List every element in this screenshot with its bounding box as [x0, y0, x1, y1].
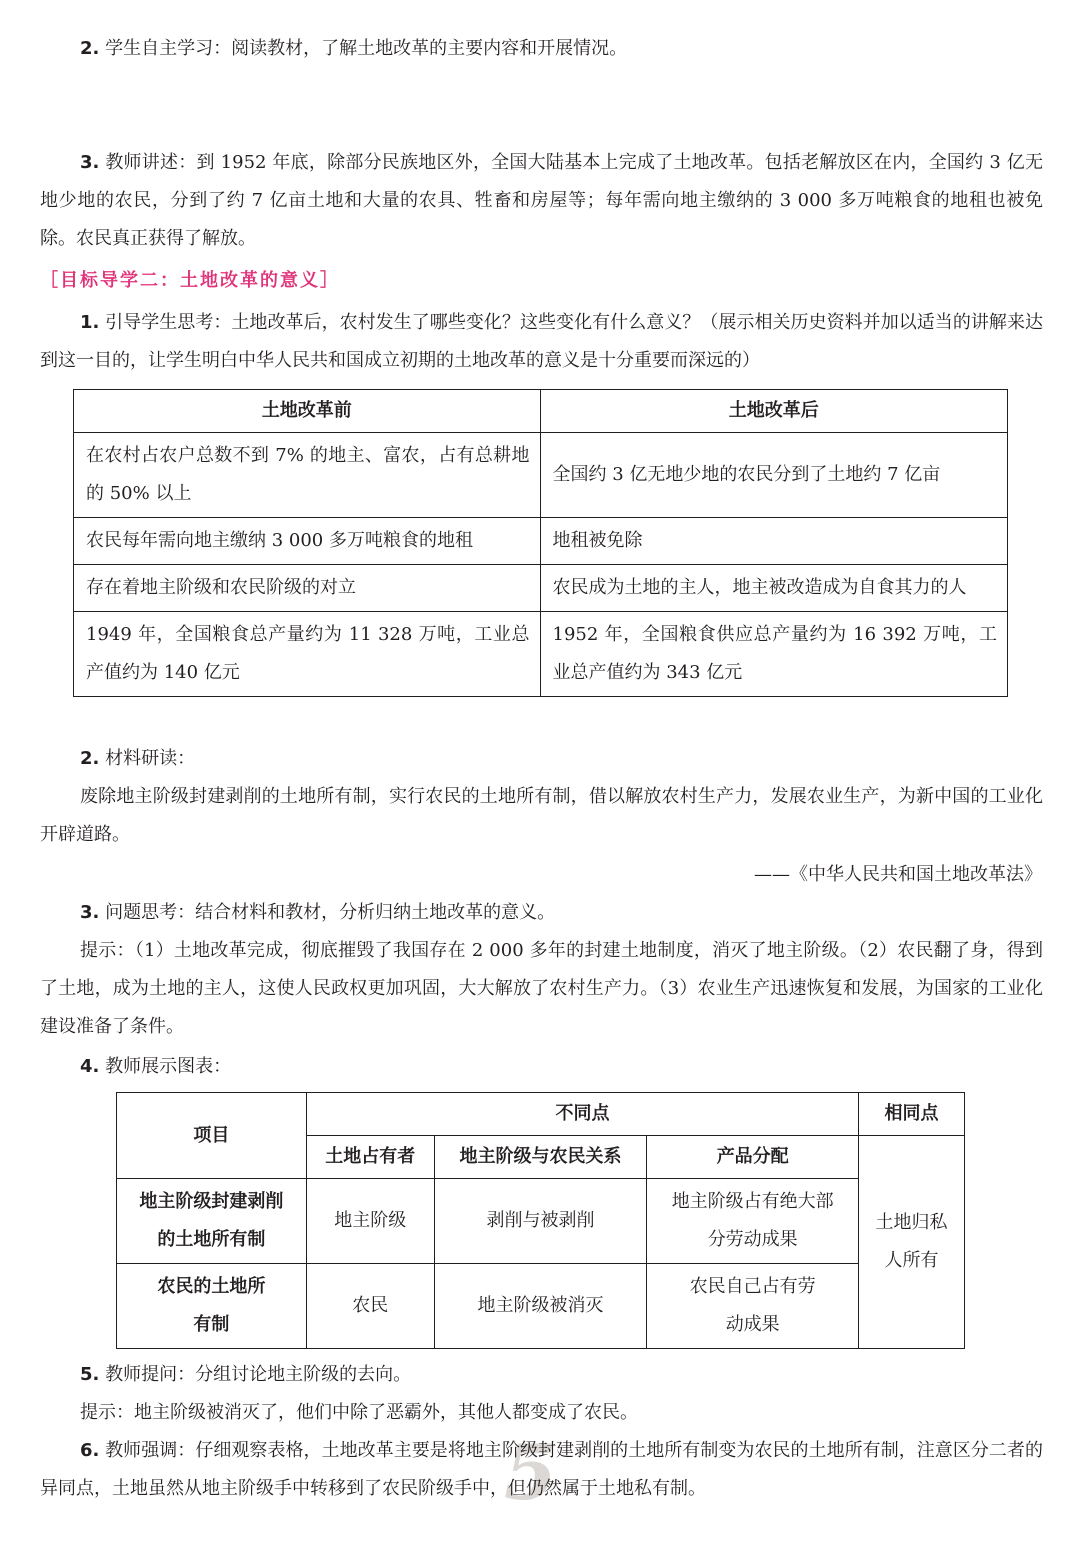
comparison-table — [73, 389, 1008, 697]
item-number: 2. — [80, 38, 100, 59]
table-cell: 在农村占农户总数不到 7% 的地主、富农，占有总耕地的 50% 以上 — [74, 433, 541, 518]
question-4 — [40, 1048, 1043, 1086]
question-5 — [40, 1356, 1043, 1394]
table-cell: 地租被免除 — [540, 518, 1008, 565]
table-row — [117, 1264, 965, 1349]
item-number: 3. — [80, 902, 100, 923]
table-cell: 农民自己占有劳动成果 — [647, 1264, 859, 1349]
table-cell: 地主阶级占有绝大部分劳动成果 — [647, 1179, 859, 1264]
paragraph-text: 教师强调：仔细观察表格，土地改革主要是将地主阶级封建剥削的土地所有制变为农民的土地所有制，注意区分二者的异同点，土地虽然从地主阶级手中转移到了农民阶级手中，但仍然属于土地私有制。 — [40, 1440, 1043, 1499]
table-cell: 农民 — [306, 1264, 434, 1349]
table-cell: 地主阶级 — [306, 1179, 434, 1264]
paragraph-text: 学生自主学习：阅读教材，了解土地改革的主要内容和开展情况。 — [105, 38, 628, 59]
paragraph-text: 教师讲述：到 1952 年底，除部分民族地区外，全国大陆基本上完成了土地改革。包括老解放区在内，全国约 3 亿无地少地的农民，分到了约 7 亿亩土地和大量的农具、牲畜和房屋等；每年需向地主缴纳的 3 000 多万吨粮食的地租也被免除。农民真正获得了解放。 — [40, 152, 1043, 249]
table-header-row — [117, 1093, 965, 1136]
hint-paragraph: 提示：地主阶级被消灭了，他们中除了恶霸外，其他人都变成了农民。 — [80, 1402, 638, 1423]
item-number: 6. — [80, 1440, 100, 1461]
subheader-distribution: 产品分配 — [647, 1136, 859, 1179]
table-cell: 1952 年，全国粮食供应总产量约为 16 392 万吨，工业总产值约为 343 亿元 — [540, 612, 1008, 697]
table-row — [74, 565, 1008, 612]
paragraph-text: 问题思考：结合材料和教材，分析归纳土地改革的意义。 — [105, 902, 556, 923]
section-heading: ［目标导学二：土地改革的意义］ — [40, 270, 340, 291]
table-header-row — [74, 390, 1008, 433]
item-number: 1. — [80, 312, 100, 333]
table-cell: 农民成为土地的主人，地主被改造成为自食其力的人 — [540, 565, 1008, 612]
table-cell: 剥削与被剥削 — [434, 1179, 647, 1264]
paragraph-text: 教师提问：分组讨论地主阶级的去向。 — [105, 1364, 412, 1385]
material-quote: 废除地主阶级封建剥削的土地所有制，实行农民的土地所有制，借以解放农村生产力，发展农业生产，为新中国的工业化开辟道路。 — [40, 786, 1043, 845]
ownership-comparison-table — [116, 1092, 965, 1349]
paragraph-text: 材料研读： — [105, 748, 196, 769]
paragraph-text: 教师展示图表： — [105, 1056, 232, 1077]
table-row — [74, 433, 1008, 518]
table-cell: 1949 年，全国粮食总产量约为 11 328 万吨，工业总产值约为 140 亿元 — [74, 612, 541, 697]
header-similarities: 相同点 — [859, 1093, 965, 1136]
subheader-owner: 土地占有者 — [306, 1136, 434, 1179]
header-item: 项目 — [117, 1093, 307, 1179]
paragraph-2 — [40, 30, 1043, 68]
item-number: 5. — [80, 1364, 100, 1385]
question-6 — [40, 1432, 1043, 1508]
header-before: 土地改革前 — [74, 390, 541, 433]
item-number: 2. — [80, 748, 100, 769]
material-source: ——《中华人民共和国土地改革法》 — [754, 864, 1042, 885]
table-cell: 农民每年需向地主缴纳 3 000 多万吨粮食的地租 — [74, 518, 541, 565]
paragraph-text: 引导学生思考：土地改革后，农村发生了哪些变化？这些变化有什么意义？（展示相关历史资料并加以适当的讲解来达到这一目的，让学生明白中华人民共和国成立初期的土地改革的意义是十分重要而深远的） — [40, 312, 1043, 371]
item-number: 3. — [80, 152, 100, 173]
table-row — [74, 518, 1008, 565]
table-row — [117, 1179, 965, 1264]
table-cell: 地主阶级被消灭 — [434, 1264, 647, 1349]
question-3 — [40, 894, 1043, 932]
hint-paragraph: 提示：（1）土地改革完成，彻底摧毁了我国存在 2 000 多年的封建土地制度，消灭了地主阶级。（2）农民翻了身，得到了土地，成为土地的主人，这使人民政权更加巩固，大大解放了农村生产力。（3）农业生产迅速恢复和发展，为国家的工业化建设准备了条件。 — [40, 940, 1043, 1037]
row-label: 农民的土地所有制 — [117, 1264, 307, 1349]
similarity-cell: 土地归私人所有 — [859, 1136, 965, 1349]
question-2 — [40, 740, 1043, 778]
paragraph-3 — [40, 144, 1043, 258]
table-row — [74, 612, 1008, 697]
item-number: 4. — [80, 1056, 100, 1077]
row-label: 地主阶级封建剥削的土地所有制 — [117, 1179, 307, 1264]
table-cell: 存在着地主阶级和农民阶级的对立 — [74, 565, 541, 612]
question-1 — [40, 304, 1043, 380]
header-differences: 不同点 — [306, 1093, 858, 1136]
page-number: 5 — [504, 1428, 557, 1517]
subheader-relation: 地主阶级与农民关系 — [434, 1136, 647, 1179]
header-after: 土地改革后 — [540, 390, 1008, 433]
table-cell: 全国约 3 亿无地少地的农民分到了土地约 7 亿亩 — [540, 433, 1008, 518]
